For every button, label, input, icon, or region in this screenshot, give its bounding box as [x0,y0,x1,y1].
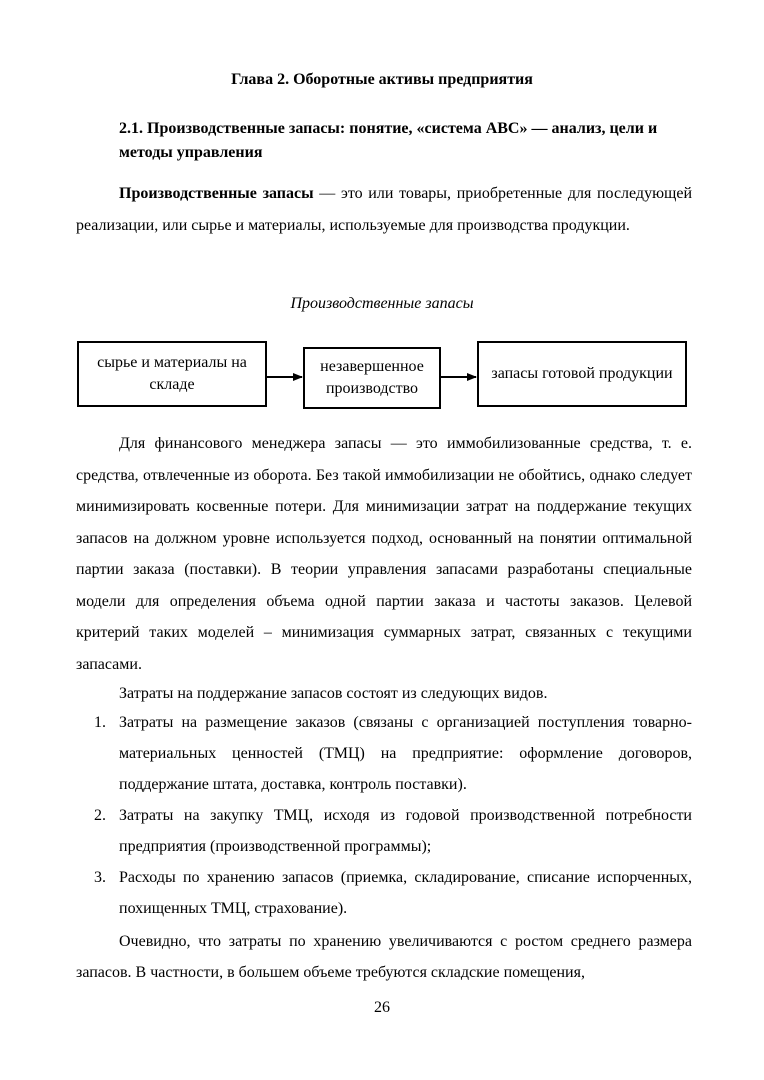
list-item-text: Затраты на размещение заказов (связаны с организацией поступления товарно-материальных ценностей (ТМЦ) на предприятие: оформление договоров, поддержание штата, доставка, контроль поставки). [119,714,692,793]
diagram-caption: Производственные запасы [290,295,474,312]
costs-list [76,707,692,924]
list-item-text: Расходы по хранению запасов (приемка, складирование, списание испорченных, похищенных ТМЦ, страхование). [119,869,692,917]
list-item [76,800,692,862]
chapter-title: Глава 2. Оборотные активы предприятия [231,71,533,88]
diagram-box-label: запасы готовой продукции [491,365,673,382]
page-number: 26 [374,999,390,1016]
last-paragraph: Очевидно, что затраты по хранению увеличиваются с ростом среднего размера запасов. В частности, в большем объеме требуются складские помещения, [76,933,692,981]
list-item [76,862,692,924]
diagram-box-label: незавершенное производство [320,358,424,397]
list-item [76,707,692,800]
list-item-number: 3. [94,869,106,886]
manager-paragraph: Для финансового менеджера запасы — это иммобилизованные средства, т. е. средства, отвлеченные из оборота. Без такой иммобилизации не обойтись, однако следует минимизировать косвенные потери. Для минимизации затрат на поддержание текущих запасов на должном уровне используется подход, основанный на понятии оптимальной партии заказа (поставки). В теории управления запасами разработаны специальные модели для определения объема одной партии заказа и частоты заказов. Целевой критерий таких моделей – минимизация суммарных затрат, связанных с текущими запасами. [76,435,692,673]
intro-term: Производственные запасы [119,185,314,202]
list-item-number: 1. [94,714,106,731]
list-item-text: Затраты на закупку ТМЦ, исходя из годовой производственной потребности предприятия (производственной программы); [119,807,692,855]
list-item-number: 2. [94,807,106,824]
list-intro: Затраты на поддержание запасов состоят из следующих видов. [119,685,548,702]
intro-text: — это или товары, приобретенные для последующей реализации, или сырье и материалы, используемые для производства продукции. [76,185,693,234]
diagram-box-label: сырье и материалы на складе [97,354,247,393]
section-title: 2.1. Производственные запасы: понятие, «система АВС» — анализ, цели и методы управления [119,120,658,161]
